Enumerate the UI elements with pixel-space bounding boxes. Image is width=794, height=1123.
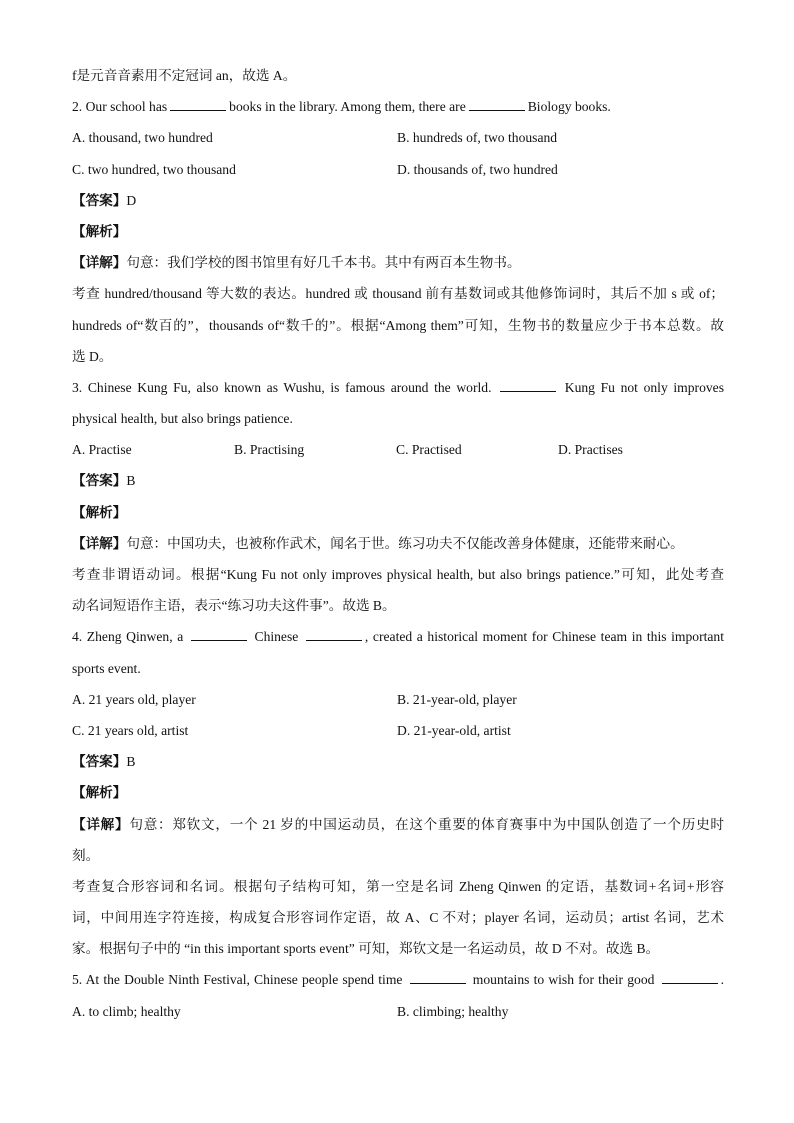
q3-option-a: A. Practise <box>72 442 132 458</box>
q2-option-d: D. thousands of, two hundred <box>397 161 558 177</box>
q3-explain-line-2: 动名词短语作主语，表示“练习功夫这件事”。故选 B。 <box>72 598 396 614</box>
q3-options-row <box>72 434 724 465</box>
q5-option-b: B. climbing; healthy <box>397 1003 509 1019</box>
answer-blank <box>469 98 525 111</box>
q4-option-b: B. 21-year-old, player <box>397 691 517 707</box>
q2-answer: 【答案】D <box>72 192 137 208</box>
q4-explain-line-2: 词，中间用连字符连接，构成复合形容词作定语，故 A、C 不对；player 名词，运动员；artist 名词，艺术 <box>72 910 724 926</box>
q3-stem: 3. Chinese Kung Fu, also known as Wushu, is famous around the world. Kung Fu not only improves <box>72 379 724 395</box>
q3-explain-line-1: 考查非谓语动词。根据“Kung Fu not only improves physical health, but also brings patience.”可知，此处考查 <box>72 567 724 582</box>
q4-explain-line-3: 家。根据句子中的 “in this important sports event” 可知，郑钦文是一名运动员，故 D 不对。故选 B。 <box>72 941 660 957</box>
q4-option-c: C. 21 years old, artist <box>72 722 189 738</box>
q3-detail: 【详解】句意：中国功夫，也被称作武术，闻名于世。练习功夫不仅能改善身体健康，还能带来耐心。 <box>72 535 684 551</box>
q4-options-row-2 <box>72 715 724 746</box>
q4-explain-line-1: 考查复合形容词和名词。根据句子结构可知，第一空是名词 Zheng Qinwen 的定语，基数词+名词+形容 <box>72 878 724 894</box>
q3-option-d: D. Practises <box>558 442 623 458</box>
q3-option-c: C. Practised <box>396 442 462 458</box>
q4-detail: 【详解】句意：郑钦文，一个 21 岁的中国运动员，在这个重要的体育赛事中为中国队创造了一个历史时 <box>72 816 725 832</box>
answer-blank <box>191 628 247 641</box>
q4-stem: 4. Zheng Qinwen, a Chinese , created a historical moment for Chinese team in this important <box>72 629 725 645</box>
q2-explain-line-1: 考查 hundred/thousand 等大数的表达。hundred 或 thousand 前有基数词或其他修饰词时，其后不加 s 或 of； <box>72 286 724 302</box>
q2-stem: 2. Our school has books in the library. Among them, there are Biology books. <box>72 99 611 115</box>
q5-options-row-1 <box>72 996 724 1027</box>
q4-options-row-1 <box>72 684 724 715</box>
answer-blank <box>170 98 226 111</box>
answer-blank <box>410 971 466 984</box>
q4-option-a: A. 21 years old, player <box>72 691 196 707</box>
q3-analysis-heading: 【解析】 <box>72 504 127 520</box>
q4-option-d: D. 21-year-old, artist <box>397 722 511 738</box>
q2-option-b: B. hundreds of, two thousand <box>397 130 558 146</box>
q4-analysis-heading: 【解析】 <box>72 785 127 801</box>
q5-option-a: A. to climb; healthy <box>72 1003 181 1019</box>
answer-blank <box>662 971 718 984</box>
q2-analysis-heading: 【解析】 <box>72 223 127 239</box>
q2-options-row-1 <box>72 122 724 153</box>
q4-detail-line-2: 刻。 <box>72 847 100 863</box>
q2-detail: 【详解】句意：我们学校的图书馆里有好几千本书。其中有两百本生物书。 <box>72 255 521 271</box>
q4-answer: 【答案】B <box>72 754 136 770</box>
answer-blank <box>500 379 556 392</box>
document-page <box>72 60 724 1027</box>
q4-stem-line-2: sports event. <box>72 660 141 676</box>
q5-stem: 5. At the Double Ninth Festival, Chinese people spend time mountains to wish for their good . <box>72 972 725 988</box>
q2-explain-line-3: 选 D。 <box>72 348 113 364</box>
q2-option-a: A. thousand, two hundred <box>72 130 213 146</box>
answer-blank <box>306 628 362 641</box>
q3-answer: 【答案】B <box>72 473 136 489</box>
q2-explain-line-2: hundreds of“数百的”，thousands of“数千的”。根据“Among them”可知，生物书的数量应少于书本总数。故 <box>72 317 724 333</box>
q3-option-b: B. Practising <box>234 442 305 458</box>
q1-explanation-tail: f是元音音素用不定冠词 an，故选 A。 <box>72 68 297 83</box>
q3-stem-line-2: physical health, but also brings patience. <box>72 411 293 427</box>
q2-options-row-2 <box>72 154 724 185</box>
q2-option-c: C. two hundred, two thousand <box>72 161 236 177</box>
